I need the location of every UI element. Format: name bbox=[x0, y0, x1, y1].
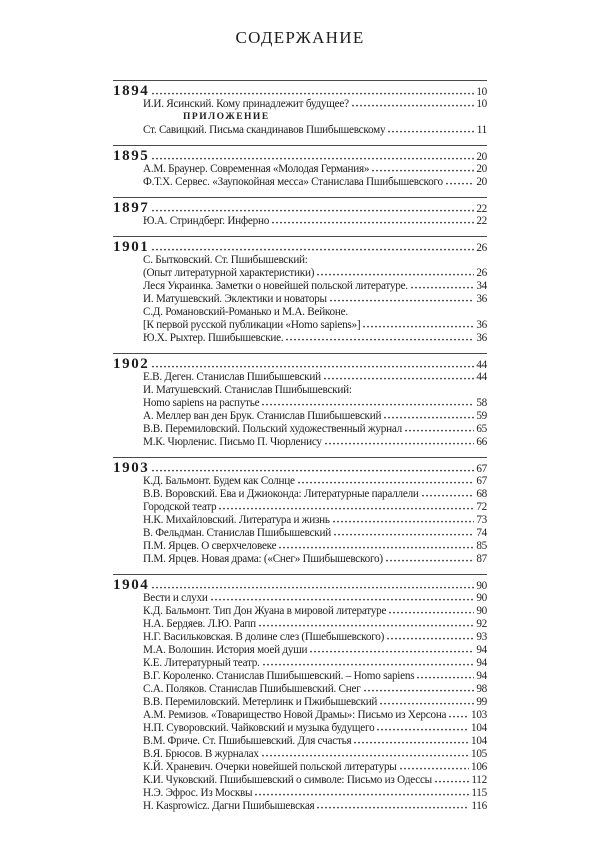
toc-entry bbox=[113, 371, 487, 384]
page-number: 90 bbox=[476, 592, 487, 604]
dot-leader bbox=[330, 299, 475, 302]
entry-title: Н.Э. Эфрос. Из Москвы bbox=[143, 787, 253, 799]
appendix-heading: ПРИЛОЖЕНИЕ bbox=[183, 112, 270, 122]
page-number: 22 bbox=[476, 203, 487, 215]
entry-title: К.Е. Литературный театр. bbox=[143, 657, 260, 669]
dot-leader bbox=[279, 546, 474, 549]
entry-title: К.Д. Бальмонт. Тип Дон Жуана в мировой литературе bbox=[143, 605, 387, 617]
toc-section-1903 bbox=[113, 457, 487, 566]
dot-leader bbox=[259, 624, 475, 627]
entry-title: Н.А. Бердяев. Л.Ю. Рапп bbox=[143, 618, 256, 630]
entry-title: Городской театр bbox=[143, 501, 217, 513]
entry-title: И. Матушевский. Станислав Пшибышевский: bbox=[143, 384, 352, 396]
entry-title: С. Бытковский. Ст. Пшибышевский: bbox=[143, 254, 308, 266]
toc-entry bbox=[113, 306, 487, 319]
page-number: 103 bbox=[470, 709, 487, 721]
year-heading: 1902 bbox=[113, 356, 150, 372]
dot-leader bbox=[324, 377, 474, 380]
entry-title: Homo sapiens на распутье bbox=[143, 397, 260, 409]
page-number: 74 bbox=[476, 527, 487, 539]
section-divider bbox=[113, 197, 487, 198]
toc-entry bbox=[113, 488, 487, 501]
entry-title: В.М. Фриче. Ст. Пшибышевский. Для счастья bbox=[143, 735, 352, 747]
toc-entry bbox=[113, 735, 487, 748]
entry-title: Ю.Х. Рыхтер. Пшибышевские. bbox=[143, 332, 284, 344]
year-heading-row bbox=[113, 461, 487, 475]
toc-entry bbox=[113, 332, 487, 345]
year-heading: 1901 bbox=[113, 239, 150, 255]
dot-leader bbox=[152, 586, 474, 589]
dot-leader bbox=[152, 92, 474, 95]
year-heading-row bbox=[113, 240, 487, 254]
page-number: 67 bbox=[476, 475, 487, 487]
toc-entry bbox=[113, 410, 487, 423]
toc-entry bbox=[113, 722, 487, 735]
dot-leader bbox=[262, 754, 469, 757]
page-number: 106 bbox=[470, 761, 487, 773]
entry-title: В.В. Перемиловский. Метерлинк и Пжибышевский bbox=[143, 696, 378, 708]
entry-title: В. Фельдман. Станислав Пшибышевский bbox=[143, 527, 331, 539]
toc-entry bbox=[113, 605, 487, 618]
page-number: 36 bbox=[476, 319, 487, 331]
dot-leader bbox=[354, 741, 469, 744]
dot-leader bbox=[352, 104, 475, 107]
dot-leader bbox=[152, 469, 474, 472]
page-number: 20 bbox=[476, 176, 487, 188]
dot-leader bbox=[389, 611, 474, 614]
dot-leader bbox=[211, 598, 475, 601]
toc-section-1895 bbox=[113, 145, 487, 189]
entry-title: В.В. Перемиловский. Польский художественный журнал bbox=[143, 423, 402, 435]
dot-leader bbox=[364, 689, 475, 692]
dot-leader bbox=[255, 793, 469, 796]
entry-title: П.М. Ярцев. О сверхчеловеке bbox=[143, 540, 277, 552]
entry-title: В.В. Воровский. Ева и Джиоконда: Литературные параллели bbox=[143, 488, 419, 500]
page-number: 59 bbox=[476, 410, 487, 422]
toc-entry bbox=[113, 553, 487, 566]
toc-entry bbox=[113, 592, 487, 605]
toc-entry bbox=[113, 748, 487, 761]
dot-leader bbox=[152, 157, 474, 160]
section-divider bbox=[113, 236, 487, 237]
toc-entry bbox=[113, 293, 487, 306]
section-divider bbox=[113, 457, 487, 458]
entry-title: Вести и слухи bbox=[143, 592, 208, 604]
toc-entry bbox=[113, 761, 487, 774]
page-number: 44 bbox=[476, 359, 487, 371]
year-heading-row bbox=[113, 149, 487, 163]
section-divider bbox=[113, 80, 487, 81]
entry-title: А.М. Ремизов. «Товарищество Новой Драмы»: Письмо из Херсона bbox=[143, 709, 447, 721]
page-number: 67 bbox=[476, 463, 487, 475]
dot-leader bbox=[152, 209, 474, 212]
dot-leader bbox=[388, 130, 474, 133]
year-heading-row bbox=[113, 84, 487, 98]
page-number: 73 bbox=[476, 514, 487, 526]
entry-title: H. Kasprowicz. Дагни Пшибышевская bbox=[143, 800, 315, 812]
dot-leader bbox=[417, 676, 474, 679]
page-number: 115 bbox=[471, 787, 487, 799]
toc-entry bbox=[113, 475, 487, 488]
toc-entry bbox=[113, 397, 487, 410]
dot-leader bbox=[387, 637, 474, 640]
entry-title: К.Й. Храневич. Очерки новейшей польской литературы bbox=[143, 761, 397, 773]
entry-title: М.А. Волошин. История моей души bbox=[143, 644, 308, 656]
page-number: 104 bbox=[470, 722, 487, 734]
toc-entry bbox=[113, 540, 487, 553]
page-number: 112 bbox=[471, 774, 487, 786]
toc-section-1901 bbox=[113, 236, 487, 345]
toc-entry bbox=[113, 423, 487, 436]
dot-leader bbox=[334, 533, 474, 536]
toc-entry bbox=[113, 683, 487, 696]
entry-title: А. Меллер ван ден Брук. Станислав Пшибышевский bbox=[143, 410, 382, 422]
entry-title: Ф.Т.Х. Сервес. «Заупокойная месса» Станислава Пшибышевского bbox=[143, 176, 443, 188]
dot-leader bbox=[449, 715, 469, 718]
toc-entry bbox=[113, 267, 487, 280]
appendix-heading-row bbox=[113, 111, 487, 124]
page-number: 65 bbox=[476, 423, 487, 435]
year-heading-row bbox=[113, 357, 487, 371]
dot-leader bbox=[422, 494, 475, 497]
toc-entry bbox=[113, 787, 487, 800]
year-heading: 1895 bbox=[113, 148, 150, 164]
page-number: 116 bbox=[471, 800, 487, 812]
dot-leader bbox=[152, 365, 474, 368]
toc-entry bbox=[113, 800, 487, 813]
page-number: 87 bbox=[476, 553, 487, 565]
toc-entry bbox=[113, 631, 487, 644]
toc-entry bbox=[113, 514, 487, 527]
page-number: 90 bbox=[476, 605, 487, 617]
toc-section-1904 bbox=[113, 574, 487, 813]
entry-title: [К первой русской публикации «Homo sapiens»] bbox=[143, 319, 361, 331]
dot-leader bbox=[152, 248, 474, 251]
page-number: 94 bbox=[476, 657, 487, 669]
dot-leader bbox=[317, 806, 469, 809]
section-divider bbox=[113, 353, 487, 354]
page-number: 36 bbox=[476, 293, 487, 305]
page-number: 99 bbox=[476, 696, 487, 708]
dot-leader bbox=[372, 169, 474, 172]
entry-title: С.А. Поляков. Станислав Пшибышевский. Снег bbox=[143, 683, 361, 695]
page-number: 92 bbox=[476, 618, 487, 630]
entry-title: Н.К. Михайловский. Литература и жизнь bbox=[143, 514, 330, 526]
toc-entry bbox=[113, 774, 487, 787]
toc-entry bbox=[113, 163, 487, 176]
entry-title: П.М. Ярцев. Новая драма: («Снег» Пшибышевского) bbox=[143, 553, 383, 565]
entry-title: Леся Украинка. Заметки о новейшей польской литературе. bbox=[143, 280, 408, 292]
entry-title: Н.П. Суворовский. Чайковский и музыка будущего bbox=[143, 722, 375, 734]
page-number: 20 bbox=[476, 151, 487, 163]
page-number: 94 bbox=[476, 644, 487, 656]
page-number: 10 bbox=[476, 86, 487, 98]
toc-entry bbox=[113, 319, 487, 332]
dot-leader bbox=[386, 559, 474, 562]
section-divider bbox=[113, 145, 487, 146]
page-number: 34 bbox=[476, 280, 487, 292]
toc-entry bbox=[113, 176, 487, 189]
page-number: 72 bbox=[476, 501, 487, 513]
toc-entry bbox=[113, 215, 487, 228]
page-number: 90 bbox=[476, 580, 487, 592]
year-heading: 1894 bbox=[113, 83, 150, 99]
entry-title: А.М. Браунер. Современная «Молодая Германия» bbox=[143, 163, 370, 175]
dot-leader bbox=[333, 520, 475, 523]
dot-leader bbox=[286, 338, 474, 341]
page-number: 22 bbox=[476, 215, 487, 227]
page-number: 98 bbox=[476, 683, 487, 695]
toc-entry bbox=[113, 280, 487, 293]
page-number: 66 bbox=[476, 436, 487, 448]
page-number: 93 bbox=[476, 631, 487, 643]
dot-leader bbox=[272, 221, 474, 224]
dot-leader bbox=[298, 481, 475, 484]
toc-entry bbox=[113, 709, 487, 722]
entry-title: Ст. Савицкий. Письма скандинавов Пшибышевскому bbox=[143, 124, 386, 136]
page-number: 26 bbox=[476, 267, 487, 279]
entry-title: М.К. Чюрленис. Письмо П. Чюрленису bbox=[143, 436, 322, 448]
toc-entry bbox=[113, 527, 487, 540]
page-number: 36 bbox=[476, 332, 487, 344]
toc-entry bbox=[113, 657, 487, 670]
entry-title: И.И. Ясинский. Кому принадлежит будущее? bbox=[143, 98, 349, 110]
page-number: 85 bbox=[476, 540, 487, 552]
page-number: 104 bbox=[470, 735, 487, 747]
page-number: 68 bbox=[476, 488, 487, 500]
page-number: 10 bbox=[476, 98, 487, 110]
toc-section-1894 bbox=[113, 80, 487, 137]
dot-leader bbox=[377, 728, 469, 731]
page-number: 105 bbox=[470, 748, 487, 760]
dot-leader bbox=[411, 286, 474, 289]
toc-entry bbox=[113, 98, 487, 111]
page-number: 20 bbox=[476, 163, 487, 175]
year-heading-row bbox=[113, 201, 487, 215]
entry-title: Ю.А. Стриндберг. Инферно bbox=[143, 215, 270, 227]
dot-leader bbox=[405, 429, 474, 432]
page-number: 11 bbox=[476, 124, 487, 136]
entry-title: К.И. Чуковский. Пшибышевский о символе: Письмо из Одессы bbox=[143, 774, 432, 786]
dot-leader bbox=[400, 767, 469, 770]
toc-entry bbox=[113, 618, 487, 631]
page-number: 44 bbox=[476, 371, 487, 383]
dot-leader bbox=[446, 182, 474, 185]
entry-title: С.Д. Романовский-Романько и М.А. Вейконе. bbox=[143, 306, 348, 318]
entry-title: Е.В. Деген. Станислав Пшибышевский bbox=[143, 371, 321, 383]
dot-leader bbox=[263, 663, 475, 666]
entry-title: И. Матушевский. Эклектики и новаторы bbox=[143, 293, 327, 305]
toc-entry bbox=[113, 436, 487, 449]
toc-entry bbox=[113, 384, 487, 397]
toc-section-1902 bbox=[113, 353, 487, 449]
entry-title: К.Д. Бальмонт. Будем как Солнце bbox=[143, 475, 295, 487]
entry-title: В.Г. Короленко. Станислав Пшибышевский. – Homo sapiens bbox=[143, 670, 415, 682]
toc-section-1897 bbox=[113, 197, 487, 228]
year-heading: 1904 bbox=[113, 577, 150, 593]
entry-title: Н.Г. Васильковская. В долине слез (Пшебышевского) bbox=[143, 631, 385, 643]
section-divider bbox=[113, 574, 487, 575]
toc-entry bbox=[113, 501, 487, 514]
page-number: 58 bbox=[476, 397, 487, 409]
year-heading: 1903 bbox=[113, 460, 150, 476]
table-of-contents bbox=[113, 80, 487, 813]
entry-title: В.Я. Брюсов. В журналах bbox=[143, 748, 259, 760]
toc-entry bbox=[113, 670, 487, 683]
dot-leader bbox=[219, 507, 474, 510]
dot-leader bbox=[384, 416, 474, 419]
dot-leader bbox=[363, 325, 474, 328]
dot-leader bbox=[310, 650, 474, 653]
dot-leader bbox=[262, 403, 474, 406]
toc-title: СОДЕРЖАНИЕ bbox=[235, 28, 365, 47]
dot-leader bbox=[380, 702, 474, 705]
toc-entry bbox=[113, 696, 487, 709]
entry-title: (Опыт литературной характеристики) bbox=[143, 267, 315, 279]
page-number: 94 bbox=[476, 670, 487, 682]
year-heading-row bbox=[113, 578, 487, 592]
dot-leader bbox=[317, 273, 474, 276]
dot-leader bbox=[435, 780, 469, 783]
dot-leader bbox=[325, 442, 475, 445]
toc-entry bbox=[113, 644, 487, 657]
toc-entry bbox=[113, 124, 487, 137]
year-heading: 1897 bbox=[113, 200, 150, 216]
toc-entry bbox=[113, 254, 487, 267]
page-number: 26 bbox=[476, 242, 487, 254]
